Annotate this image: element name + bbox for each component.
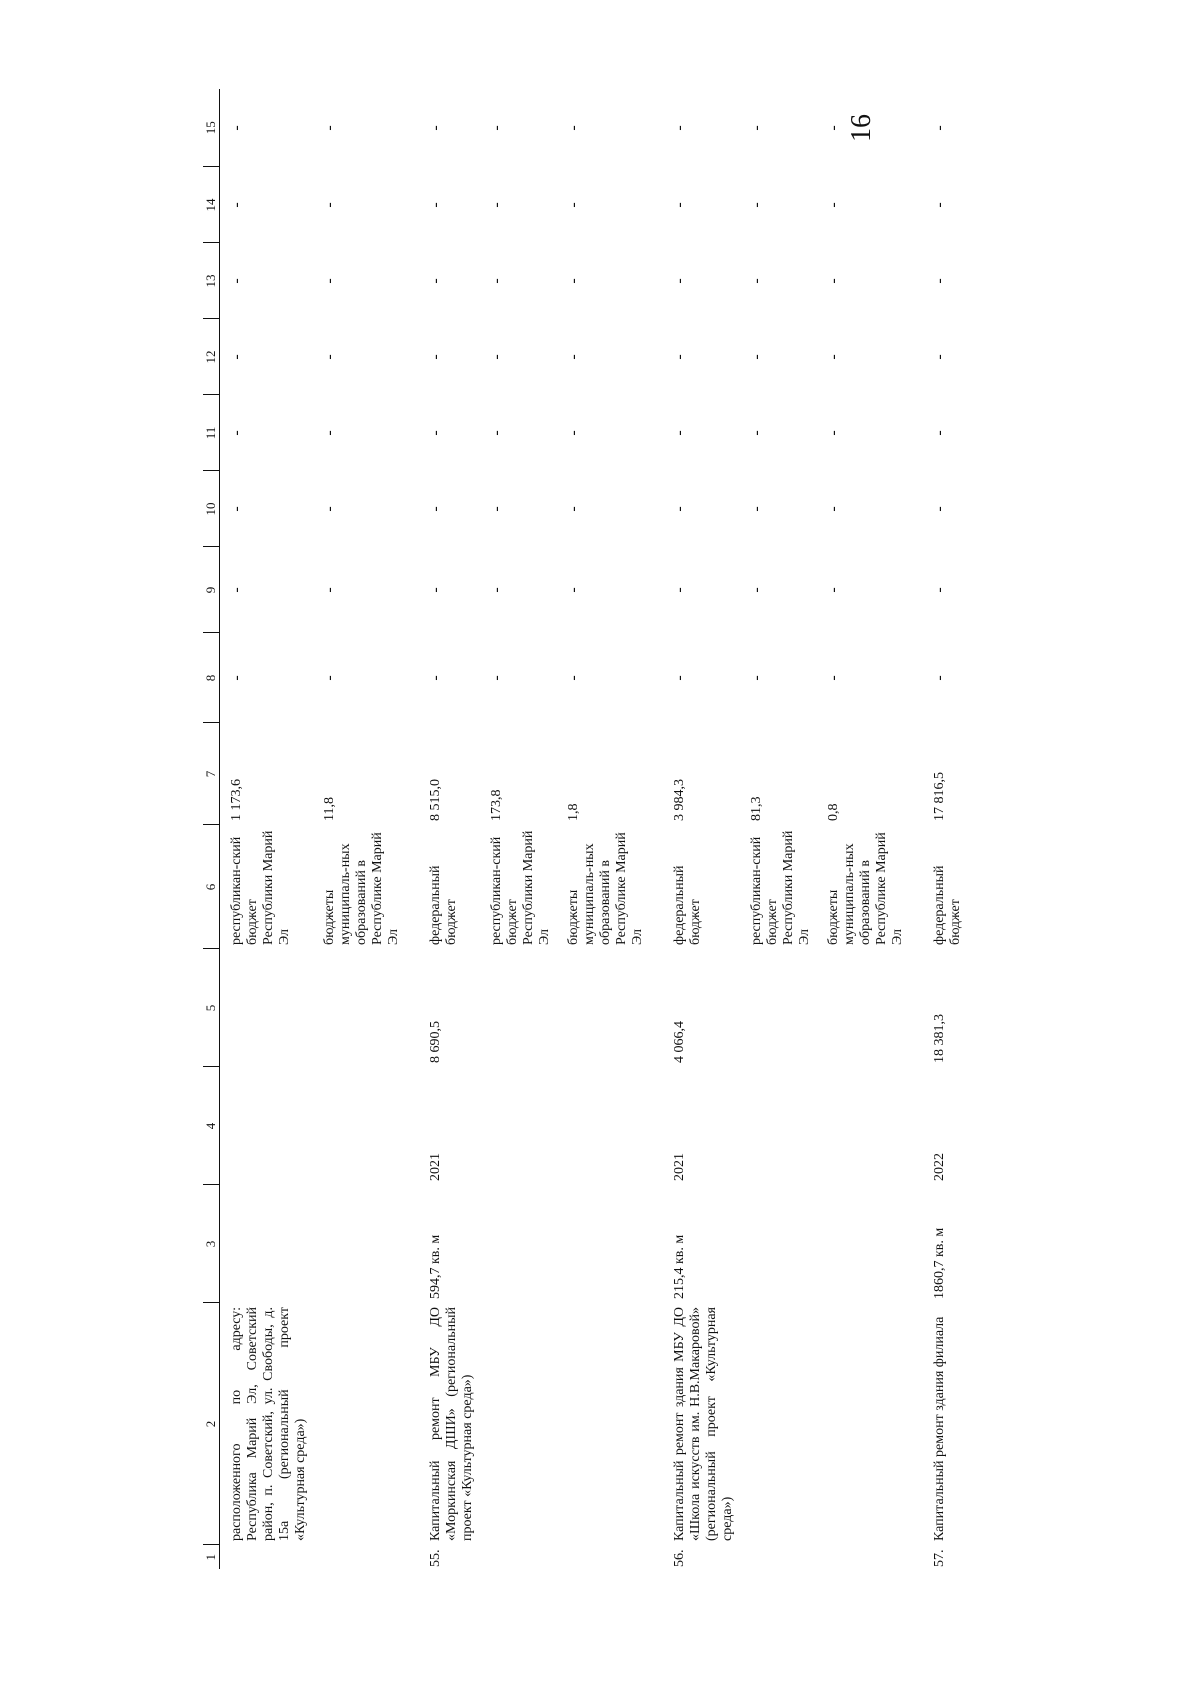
table-row — [313, 89, 406, 1569]
col12-value: - — [228, 354, 245, 360]
col15-value: - — [565, 125, 582, 131]
area-value — [740, 1185, 817, 1303]
total-value — [313, 949, 406, 1067]
table-row — [480, 89, 557, 1569]
row-number: 57. — [932, 1549, 947, 1567]
col-header: 11 — [203, 395, 220, 471]
col12-value: - — [931, 354, 948, 360]
amount-value: 173,8 — [489, 789, 504, 821]
area-value — [557, 1185, 650, 1303]
col8-value: - — [825, 675, 842, 681]
col10-value: - — [931, 506, 948, 512]
total-value: 4 066,4 — [672, 1021, 687, 1063]
total-value — [740, 949, 817, 1067]
col8-value: - — [427, 675, 444, 681]
row-number — [480, 1545, 557, 1569]
table-body — [220, 89, 969, 1569]
row-number: 56. — [672, 1549, 687, 1567]
amount-value: 1 173,6 — [229, 779, 244, 821]
col13-value: - — [321, 278, 338, 284]
object-description: Капитальный ремонт здания филиала — [932, 1316, 947, 1541]
funding-source: бюджеты муниципаль-ных образований в Республике Марий Эл — [322, 832, 401, 945]
object-description — [480, 1303, 557, 1545]
col15-value: - — [748, 125, 765, 131]
col12-value: - — [321, 354, 338, 360]
col11-value: - — [228, 430, 245, 436]
area-value — [480, 1185, 557, 1303]
year-value — [817, 1067, 910, 1185]
col11-value: - — [748, 430, 765, 436]
object-description — [817, 1303, 910, 1545]
col12-value: - — [825, 354, 842, 360]
year-value — [220, 1067, 314, 1185]
col14-value: - — [671, 202, 688, 208]
object-description — [557, 1303, 650, 1545]
col15-value: - — [321, 125, 338, 131]
col-header: 8 — [203, 633, 220, 723]
col-header: 4 — [203, 1067, 220, 1185]
col14-value: - — [488, 202, 505, 208]
area-value — [817, 1185, 910, 1303]
year-value: 2021 — [672, 1153, 687, 1181]
col9-value: - — [488, 587, 505, 593]
col-header: 6 — [203, 825, 220, 949]
col8-value: - — [321, 675, 338, 681]
col11-value: - — [488, 430, 505, 436]
funding-source: федеральный бюджет — [932, 865, 963, 945]
year-value — [740, 1067, 817, 1185]
table-row — [220, 89, 314, 1569]
amount-value: 3 984,3 — [672, 779, 687, 821]
col8-value: - — [488, 675, 505, 681]
col14-value: - — [565, 202, 582, 208]
row-number — [817, 1545, 910, 1569]
budget-table — [203, 89, 968, 1569]
col14-value: - — [748, 202, 765, 208]
col8-value: - — [748, 675, 765, 681]
row-number — [220, 1545, 314, 1569]
year-value: 2021 — [428, 1153, 443, 1181]
table-row — [406, 89, 480, 1569]
table-row — [557, 89, 650, 1569]
col-header: 7 — [203, 723, 220, 825]
col8-value: - — [931, 675, 948, 681]
area-value: 215,4 кв. м — [672, 1234, 687, 1299]
col11-value: - — [565, 430, 582, 436]
header-row — [203, 89, 220, 1569]
year-value — [313, 1067, 406, 1185]
area-value — [313, 1185, 406, 1303]
funding-source: республикан-ский бюджет Республики Марий Эл — [749, 830, 812, 945]
col13-value: - — [748, 278, 765, 284]
total-value: 18 381,3 — [932, 1014, 947, 1063]
col-header: 2 — [203, 1303, 220, 1545]
table-row — [817, 89, 910, 1569]
page-number: 16 — [846, 114, 877, 142]
col9-value: - — [748, 587, 765, 593]
funding-source: бюджеты муниципаль-ных образований в Республике Марий Эл — [826, 832, 905, 945]
col8-value: - — [671, 675, 688, 681]
col-header: 14 — [203, 167, 220, 243]
col15-value: - — [931, 125, 948, 131]
area-value — [220, 1185, 314, 1303]
col13-value: - — [671, 278, 688, 284]
amount-value: 1,8 — [566, 803, 581, 821]
col13-value: - — [825, 278, 842, 284]
row-number — [557, 1545, 650, 1569]
year-value: 2022 — [932, 1153, 947, 1181]
col-header: 1 — [203, 1545, 220, 1569]
col10-value: - — [321, 506, 338, 512]
amount-value: 8 515,0 — [428, 779, 443, 821]
total-value — [220, 949, 314, 1067]
col-header: 15 — [203, 89, 220, 167]
col12-value: - — [427, 354, 444, 360]
col13-value: - — [565, 278, 582, 284]
col10-value: - — [228, 506, 245, 512]
col11-value: - — [321, 430, 338, 436]
year-value — [480, 1067, 557, 1185]
funding-source: федеральный бюджет — [672, 865, 703, 945]
funding-source: республикан-ский бюджет Республики Марий Эл — [489, 830, 552, 945]
col14-value: - — [931, 202, 948, 208]
total-value: 8 690,5 — [428, 1021, 443, 1063]
col-header: 9 — [203, 547, 220, 633]
col15-value: - — [488, 125, 505, 131]
col9-value: - — [931, 587, 948, 593]
year-value — [557, 1067, 650, 1185]
col13-value: - — [931, 278, 948, 284]
col15-value: - — [427, 125, 444, 131]
col13-value: - — [488, 278, 505, 284]
col9-value: - — [671, 587, 688, 593]
table-row — [740, 89, 817, 1569]
object-description: Капитальный ремонт МБУ ДО «Моркинская ДШИ» (региональный проект «Культурная среда») — [428, 1307, 475, 1541]
col-header: 5 — [203, 949, 220, 1067]
col12-value: - — [671, 354, 688, 360]
col-header: 13 — [203, 243, 220, 319]
col12-value: - — [488, 354, 505, 360]
col8-value: - — [565, 675, 582, 681]
col11-value: - — [671, 430, 688, 436]
col11-value: - — [427, 430, 444, 436]
col15-value: - — [671, 125, 688, 131]
col10-value: - — [565, 506, 582, 512]
funding-source: республикан-ский бюджет Республики Марий Эл — [229, 830, 292, 945]
area-value: 594,7 кв. м — [428, 1234, 443, 1299]
col9-value: - — [825, 587, 842, 593]
col9-value: - — [565, 587, 582, 593]
col10-value: - — [748, 506, 765, 512]
col14-value: - — [427, 202, 444, 208]
area-value: 1860,7 кв. м — [932, 1227, 947, 1299]
total-value — [480, 949, 557, 1067]
col8-value: - — [228, 675, 245, 681]
col13-value: - — [427, 278, 444, 284]
col15-value: - — [228, 125, 245, 131]
col-header: 3 — [203, 1185, 220, 1303]
row-number — [313, 1545, 406, 1569]
object-description — [740, 1303, 817, 1545]
col12-value: - — [565, 354, 582, 360]
table-row — [650, 89, 740, 1569]
object-description: Капитальный ремонт здания МБУ ДО «Школа искусств им. Н.В.Макаровой» (региональный проект «Культурная среда») — [672, 1307, 735, 1541]
row-number — [740, 1545, 817, 1569]
col12-value: - — [748, 354, 765, 360]
col14-value: - — [825, 202, 842, 208]
col11-value: - — [931, 430, 948, 436]
col14-value: - — [228, 202, 245, 208]
col9-value: - — [321, 587, 338, 593]
col11-value: - — [825, 430, 842, 436]
col9-value: - — [228, 587, 245, 593]
funding-source: бюджеты муниципаль-ных образований в Республике Марий Эл — [566, 832, 645, 945]
table-row — [910, 89, 968, 1569]
col10-value: - — [825, 506, 842, 512]
col9-value: - — [427, 587, 444, 593]
amount-value: 81,3 — [749, 796, 764, 821]
amount-value: 0,8 — [826, 803, 841, 821]
col15-value: - — [825, 125, 842, 131]
col10-value: - — [671, 506, 688, 512]
funding-source: федеральный бюджет — [428, 865, 459, 945]
total-value — [557, 949, 650, 1067]
amount-value: 11,8 — [322, 797, 337, 821]
col10-value: - — [427, 506, 444, 512]
total-value — [817, 949, 910, 1067]
object-description — [313, 1303, 406, 1545]
row-number: 55. — [428, 1549, 443, 1567]
col-header: 10 — [203, 471, 220, 547]
col13-value: - — [228, 278, 245, 284]
object-description: расположенного по адресу: Республика Марий Эл, Советский район, п. Советский, ул. Свободы, д. 15а (региональный проект «Культурная среда») — [229, 1307, 308, 1541]
col14-value: - — [321, 202, 338, 208]
amount-value: 17 816,5 — [932, 772, 947, 821]
col-header: 12 — [203, 319, 220, 395]
col10-value: - — [488, 506, 505, 512]
